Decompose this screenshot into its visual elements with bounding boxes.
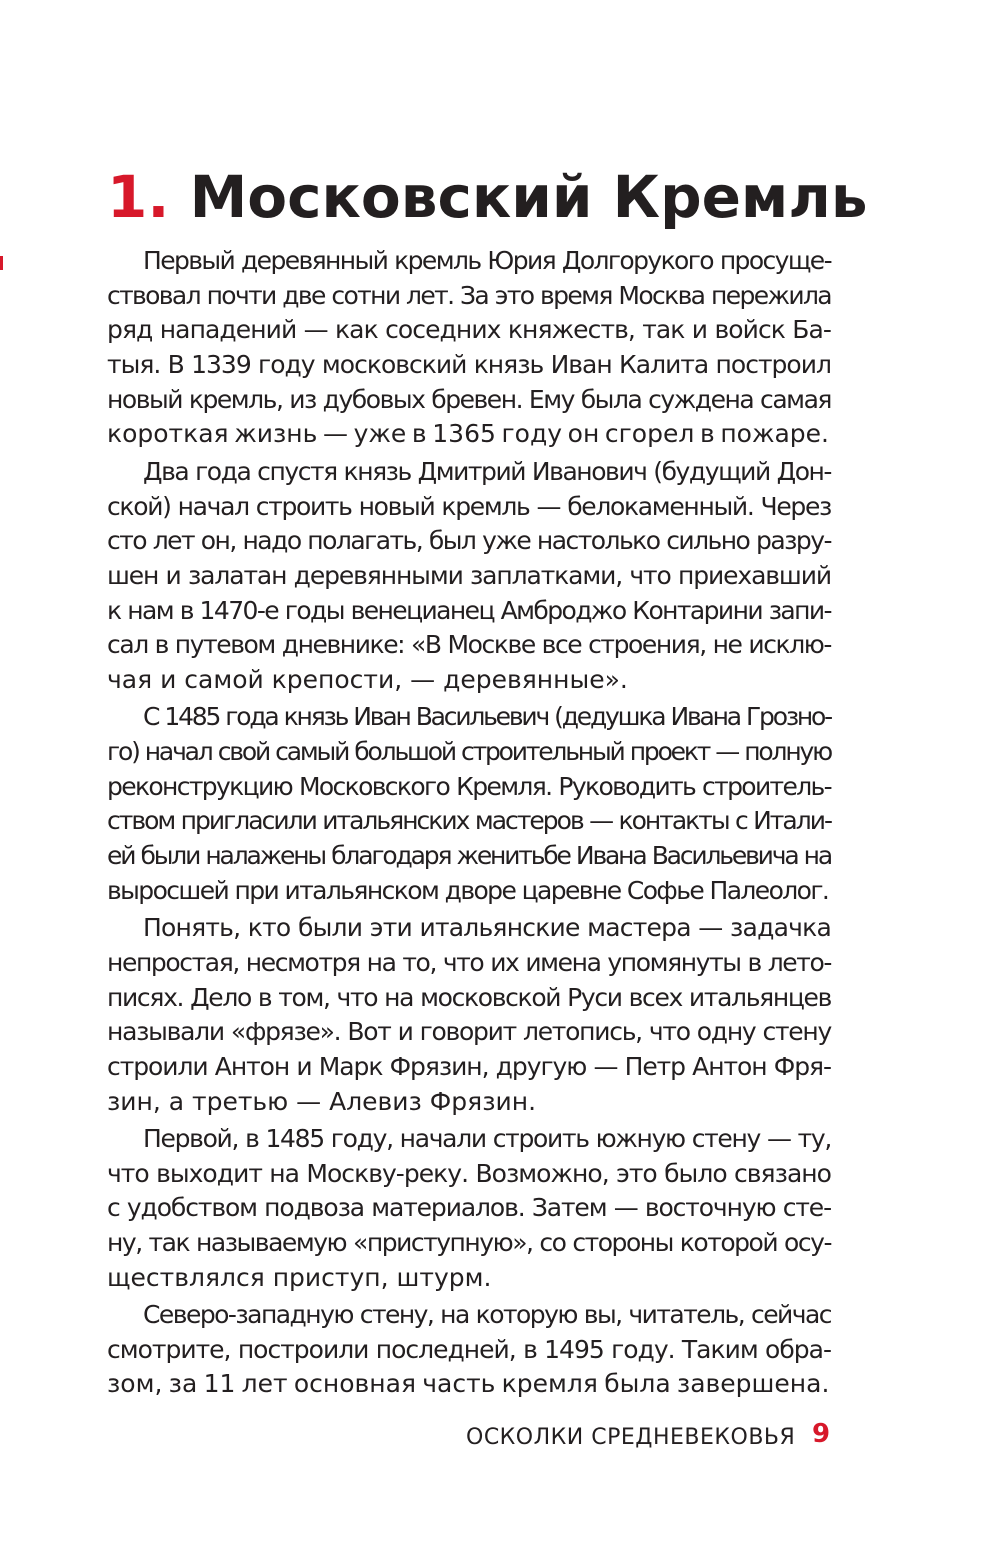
text-line: непростая, несмотря на то, что их имена упомянуты в лето- <box>107 947 831 977</box>
text-line: ну, так называемую «приступную», со стороны которой осу- <box>107 1228 831 1257</box>
chapter-heading <box>107 152 867 242</box>
text-line: го) начал свой самый большой строительный проект — полную <box>107 737 831 766</box>
paragraph-6 <box>107 1298 831 1402</box>
text-line: ществлялся приступ, штурм. <box>107 1262 492 1292</box>
text-line: Первой, в 1485 году, начали строить южную стену — ту, <box>143 1123 831 1153</box>
text-line: тыя. В 1339 году московский князь Иван Калита построил <box>107 350 831 380</box>
text-line: сто лет он, надо полагать, был уже настолько сильно разру- <box>107 526 831 556</box>
text-line: что выходит на Москву-реку. Возможно, это было связано <box>107 1158 831 1188</box>
text-line: к нам в 1470-е годы венецианец Амброджо Контарини запи- <box>107 595 831 625</box>
text-line: реконструкцию Московского Кремля. Руководить строитель- <box>107 771 831 801</box>
text-line: выросшей при итальянском дворе царевне Софье Палеолог. <box>107 875 829 905</box>
text-line: короткая жизнь — уже в 1365 году он сгорел в пожаре. <box>107 419 829 449</box>
text-line: ством пригласили итальянских мастеров — контакты с Итали- <box>107 806 831 836</box>
text-line: Северо-западную стену, на которую вы, читатель, сейчас <box>143 1300 831 1330</box>
running-title: ОСКОЛКИ СРЕДНЕВЕКОВЬЯ <box>466 1425 796 1450</box>
text-line: называли «фрязе». Вот и говорит летопись, что одну стену <box>107 1017 831 1047</box>
paragraph-3 <box>107 700 831 908</box>
text-line: ей были налажены благодаря женитьбе Ивана Васильевича на <box>107 841 831 871</box>
text-line: ской) начал строить новый кремль — белокаменный. Через <box>107 491 831 521</box>
paragraph-5 <box>107 1122 831 1295</box>
paragraph-1 <box>107 244 831 452</box>
text-line: смотрите, построили последней, в 1495 году. Таким обра- <box>107 1334 831 1364</box>
margin-mark <box>0 256 3 270</box>
text-line: Первый деревянный кремль Юрия Долгорукого просуще- <box>143 246 831 275</box>
text-line: чая и самой крепости, — деревянные». <box>107 664 628 694</box>
paragraph-4 <box>107 911 831 1119</box>
text-line: писях. Дело в том, что на московской Руси всех итальянцев <box>107 982 831 1012</box>
paragraph-2 <box>107 455 831 698</box>
text-line: зин, а третью — Алевиз Фрязин. <box>107 1086 537 1116</box>
chapter-number: 1. <box>107 163 170 231</box>
text-line: сал в путевом дневнике: «В Москве все строения, не исклю- <box>107 630 831 660</box>
page-number: 9 <box>812 1419 831 1449</box>
text-line: Понять, кто были эти итальянские мастера — задачка <box>143 913 831 943</box>
body-text <box>107 244 831 1405</box>
text-line: строили Антон и Марк Фрязин, другую — Петр Антон Фря- <box>107 1051 831 1081</box>
text-line: Два года спустя князь Дмитрий Иванович (будущий Дон- <box>143 456 831 486</box>
text-line: ряд нападений — как соседних княжеств, так и войск Ба- <box>107 315 831 345</box>
text-line: С 1485 года князь Иван Васильевич (дедушка Ивана Грозно- <box>143 702 831 732</box>
text-line: с удобством подвоза материалов. Затем — восточную сте- <box>107 1193 831 1223</box>
text-line: ствовал почти две сотни лет. За это время Москва пережила <box>107 280 831 310</box>
text-line: шен и залатан деревянными заплатками, что приехавший <box>107 560 831 590</box>
text-line: зом, за 11 лет основная часть кремля была завершена. <box>107 1369 830 1399</box>
chapter-title: Московский Кремль <box>189 163 868 231</box>
text-line: новый кремль, из дубовых бревен. Ему была суждена самая <box>107 384 831 414</box>
